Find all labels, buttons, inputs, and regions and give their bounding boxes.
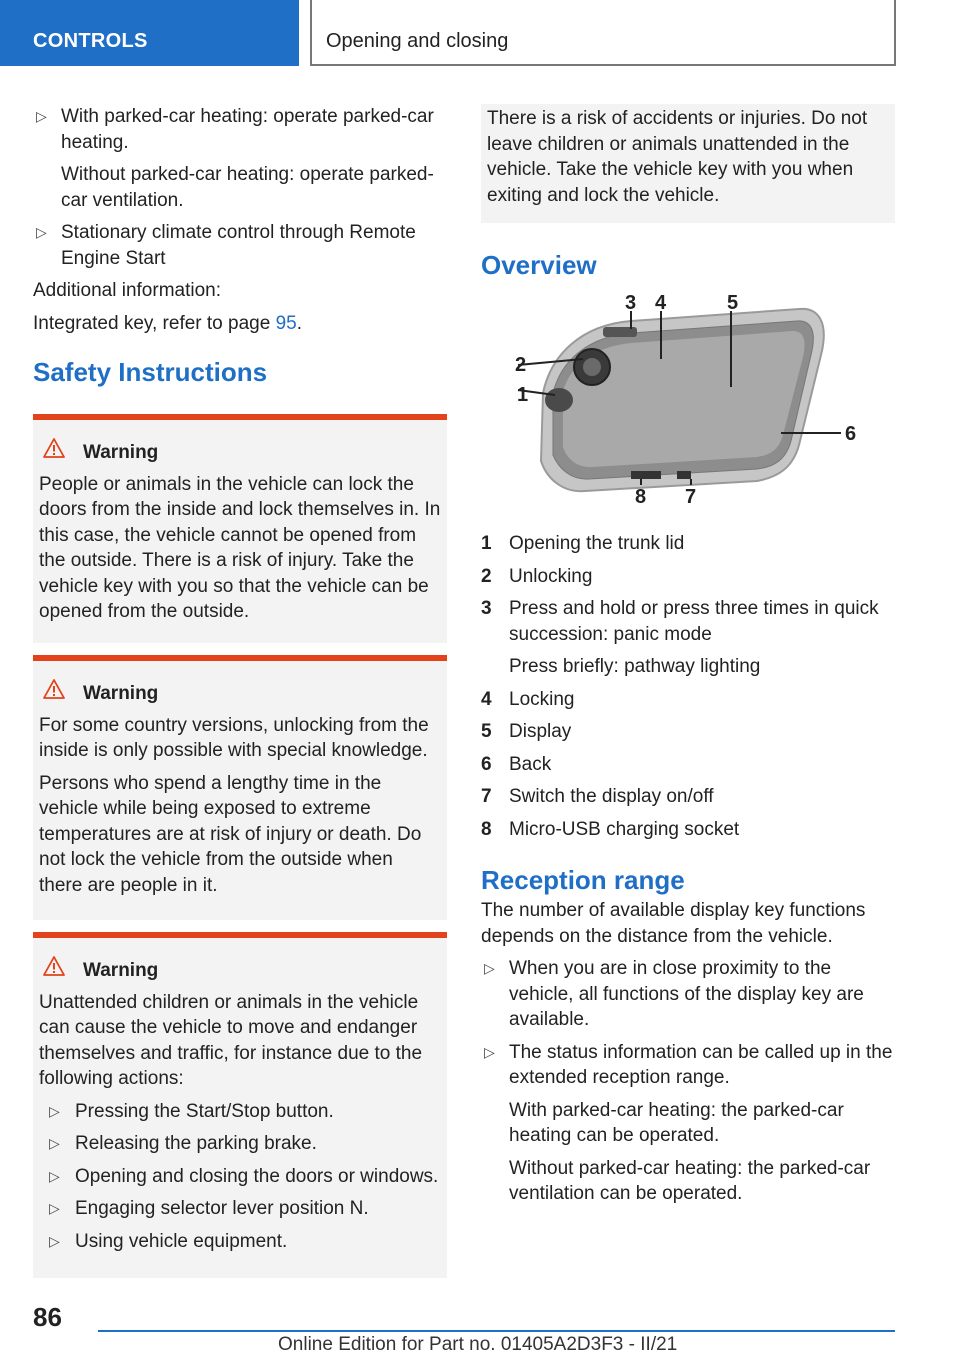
triangle-bullet-icon: ▷ (49, 1102, 60, 1119)
display-key-illustration (481, 295, 895, 519)
section-heading: Reception range (481, 865, 685, 895)
page-link[interactable]: 95 (275, 312, 297, 334)
header-divider (894, 0, 896, 66)
warning-box-continued: There is a risk of accidents or injuries. Do not leave children or animals unattended in the vehicle. Take the vehicle key with you when exiting and lock the vehicle. (481, 104, 895, 223)
legend-item: 1 Opening the trunk lid (481, 533, 685, 554)
triangle-bullet-icon: ▷ (36, 108, 47, 124)
header-divider (310, 64, 896, 66)
triangle-bullet-icon: ▷ (484, 1043, 495, 1060)
callout-label: 4 (655, 295, 667, 314)
legend-item: 7 Switch the display on/off (481, 786, 714, 807)
section-heading: Safety Instructions (33, 357, 268, 387)
legend-item: 3 Press and hold or press three times in quick succession: panic mode Press briefly: pathway lighting (481, 598, 879, 677)
list-item: ▷ Using vehicle equipment. (39, 1229, 441, 1255)
list-item: ▷ With parked-car heating: operate parked-car heating. Without parked-car heating: operate parked-car ventilation. (36, 106, 434, 211)
list-item: ▷ The status information can be called up in the extended reception range. With parked-car heating: the parked-car heating can be operated. Without parked-car heating: the parked-car ventilation can be operated. (484, 1041, 893, 1204)
integrated-key-reference: Integrated key, refer to page 95. (33, 312, 302, 334)
page-header (0, 0, 960, 66)
triangle-bullet-icon: ▷ (49, 1135, 60, 1151)
warning-title: Warning (39, 681, 441, 707)
list-item: ▷ When you are in close proximity to the vehicle, all functions of the display key are available. (484, 958, 864, 1030)
section-label: CONTROLS (0, 0, 299, 66)
legend-item: 6 Back (481, 753, 552, 775)
triangle-bullet-icon: ▷ (49, 1200, 60, 1216)
warning-box: Warning People or animals in the vehicle can lock the doors from the inside and lock themselves in. In this case, the vehicle cannot be opened from the outside. There is a risk of injury. Take the vehicle key with you so that the vehicle can be opened from the outside. (33, 414, 447, 643)
triangle-bullet-icon: ▷ (49, 1232, 60, 1249)
legend-item: 8 Micro-USB charging socket (481, 818, 740, 840)
warning-triangle-icon (43, 956, 65, 976)
callout-label: 5 (727, 295, 739, 314)
reception-intro: The number of available display key functions depends on the distance from the vehicle. (481, 900, 866, 947)
display-key-drawing (481, 295, 895, 519)
legend-item: 4 Locking (481, 688, 575, 710)
warning-title: Warning (39, 440, 441, 466)
right-column (481, 104, 895, 1214)
callout-label: 2 (515, 354, 527, 376)
section-heading: Overview (481, 250, 597, 280)
list-item: ▷ Pressing the Start/Stop button. (39, 1099, 441, 1125)
list-item: ▷ Stationary climate control through Remote Engine Start (36, 222, 416, 269)
header-divider (310, 0, 312, 66)
chapter-title: Opening and closing (326, 30, 509, 52)
triangle-bullet-icon: ▷ (49, 1167, 60, 1184)
list-item: ▷ Engaging selector lever position N. (39, 1196, 441, 1222)
list-item: ▷ Opening and closing the doors or windows. (39, 1164, 441, 1190)
warning-triangle-icon (43, 438, 65, 458)
warning-triangle-icon (43, 679, 65, 699)
additional-info-label: Additional information: (33, 280, 221, 301)
triangle-bullet-icon: ▷ (484, 960, 495, 976)
warning-box: Warning For some country versions, unlocking from the inside is only possible with special knowledge. Persons who spend a lengthy time in the vehicle while being exposed to extreme temperatures are at risk of injury or death. Do not lock the vehicle from the outside when there are people in it. (33, 655, 447, 920)
legend-item: 5 Display (481, 721, 572, 742)
callout-label: 7 (685, 486, 697, 508)
page-number: 86 (33, 1302, 62, 1332)
footer-divider (98, 1330, 895, 1332)
left-column (33, 104, 447, 1278)
callout-label: 3 (625, 295, 637, 314)
legend-item: 2 Unlocking (481, 565, 593, 587)
edition-note: Online Edition for Part no. 01405A2D3F3 - II/21 (278, 1334, 678, 1355)
callout-label: 1 (517, 384, 529, 406)
list-item: ▷ Releasing the parking brake. (39, 1131, 441, 1157)
callout-label: 8 (635, 486, 647, 508)
callout-label: 6 (845, 423, 857, 445)
warning-title: Warning (39, 958, 441, 984)
warning-box: Warning Unattended children or animals in the vehicle can cause the vehicle to move and endanger themselves and traffic, for instance due to the following actions: ▷ Pressing the Start/Stop button. ▷ Releasing the parking brake. ▷ Opening and closing the doors or windows. ▷ Engaging selector lever position N. ▷ Using vehicle equipment. (33, 932, 447, 1278)
triangle-bullet-icon: ▷ (36, 224, 47, 240)
